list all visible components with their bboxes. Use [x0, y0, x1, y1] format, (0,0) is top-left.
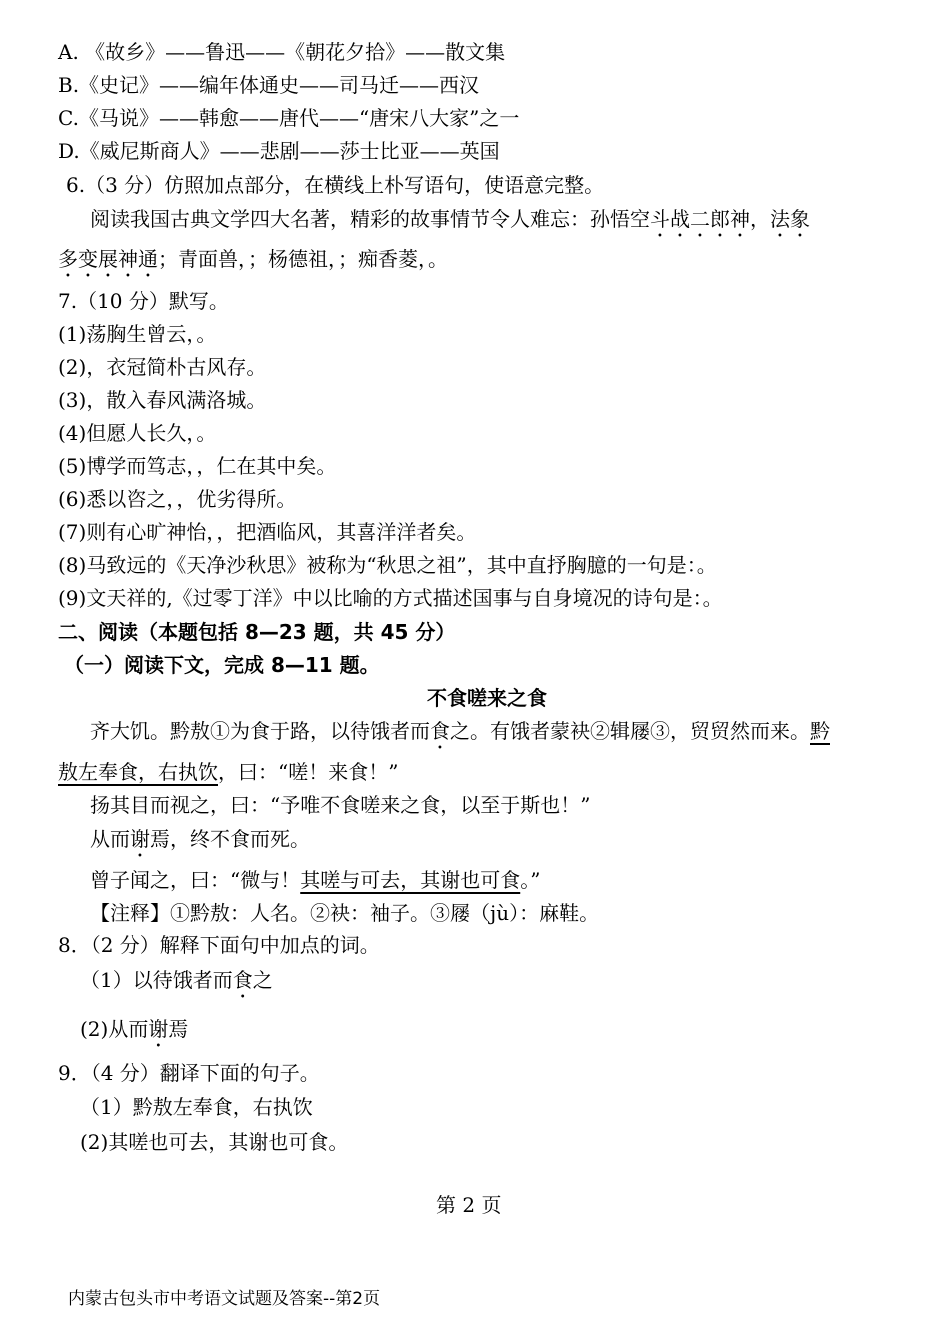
passage-dotted-word: 食 — [430, 719, 450, 743]
q7-item-5: (5)博学而笃志，，仁在其中矣。 — [58, 454, 337, 478]
q8-dotted-word: 食 — [232, 968, 253, 992]
q7-item-9: (9)文天祥的,《过零丁洋》中以比喻的方式描述国事与自身境况的诗句是：。 — [58, 586, 723, 610]
q7-item-7: (7)则有心旷神怡，，把酒临风，其喜洋洋者矣。 — [58, 520, 477, 544]
passage-text: 。” — [520, 868, 541, 892]
passage-line-3: 扬其目而视之，曰：“予唯不食嗟来之食，以至于斯也！” — [90, 793, 591, 817]
passage-notes: 【注释】①黔敖：人名。②袂：袖子。③屦（jù）：麻鞋。 — [90, 901, 600, 925]
q9-heading: 9．（4 分）翻译下面的句子。 — [58, 1061, 320, 1085]
q8-heading: 8．（2 分）解释下面句中加点的词。 — [58, 933, 380, 957]
subsection-heading: （一）阅读下文，完成 8—11 题。 — [64, 653, 380, 677]
passage-line-1 — [90, 717, 830, 754]
q7-item-1: (1)荡胸生曾云，。 — [58, 322, 217, 346]
passage-line-2 — [58, 758, 398, 786]
q8-item-2 — [80, 1015, 188, 1052]
passage-dotted-word: 谢 — [130, 827, 150, 851]
q8-item-1 — [80, 966, 273, 1003]
document-footer: 内蒙古包头市中考语文试题及答案--第2页 — [68, 1289, 381, 1309]
q7-item-4: (4)但愿人长久，。 — [58, 421, 217, 445]
q6-dotted-text: 多变展神通 — [58, 247, 158, 271]
q7-heading: 7.（10 分）默写。 — [58, 289, 229, 313]
q9-item-1: （1）黔敖左奉食，右执饮 — [80, 1095, 313, 1119]
q6-heading: 6.（3 分）仿照加点部分，在横线上朴写语句，使语意完整。 — [66, 173, 605, 197]
q7-item-8: (8)马致远的《天净沙秋思》被称为“秋思之祖”，其中直抒胸臆的一句是：。 — [58, 553, 717, 577]
q7-item-6: (6)悉以咨之，，优劣得所。 — [58, 487, 297, 511]
q7-item-3: (3)，散入春风满洛城。 — [58, 388, 267, 412]
section-heading: 二、阅读（本题包括 8—23 题，共 45 分） — [58, 620, 456, 644]
q8-text: (2)从而 — [80, 1017, 149, 1041]
page-number: 第 2 页 — [436, 1193, 502, 1217]
q6-paragraph-line1 — [90, 205, 810, 242]
passage-text: 焉，终不食而死。 — [150, 827, 310, 851]
q6-text: 阅读我国古典文学四大名著，精彩的故事情节令人难忘：孙悟空 — [90, 207, 650, 231]
q5-option-c: C.《马说》——韩愈——唐代——“唐宋八大家”之一 — [58, 106, 520, 130]
q6-paragraph-line2 — [58, 245, 448, 282]
q9-item-2: (2)其嗟也可去，其谢也可食。 — [80, 1130, 349, 1154]
passage-line-4 — [90, 825, 310, 862]
q8-text: 焉 — [168, 1017, 189, 1041]
passage-text: ，曰：“嗟！来食！” — [218, 760, 399, 784]
passage-text: 之。有饿者蒙袂②辑屦③，贸贸然而来。 — [450, 719, 810, 743]
q6-text: ；青面兽，；杨德祖，；痴香菱，。 — [158, 247, 448, 271]
q7-item-2: (2)，衣冠简朴古风存。 — [58, 355, 267, 379]
passage-text: 齐大饥。黔敖①为食于路，以待饿者而 — [90, 719, 430, 743]
passage-line-5 — [90, 866, 540, 894]
passage-text: 曾子闻之，曰：“微与！ — [90, 868, 301, 892]
q5-option-a: A. 《故乡》——鲁迅——《朝花夕拾》——散文集 — [58, 40, 506, 64]
passage-underlined-text: 敖左奉食，右执饮 — [58, 760, 218, 784]
q8-dotted-word: 谢 — [148, 1017, 169, 1041]
q8-text: （1）以待饿者而 — [80, 968, 233, 992]
passage-title: 不食嗟来之食 — [427, 686, 547, 710]
passage-text: 从而 — [90, 827, 130, 851]
q5-option-b: B.《史记》——编年体通史——司马迁——西汉 — [58, 73, 480, 97]
q8-text: 之 — [252, 968, 273, 992]
passage-underlined-text: 黔 — [810, 719, 830, 743]
q6-dotted-text: 斗战二郎神，法象 — [650, 207, 810, 231]
passage-underlined-text: 其嗟与可去，其谢也可食 — [300, 868, 521, 892]
q5-option-d: D.《威尼斯商人》——悲剧——莎士比亚——英国 — [58, 139, 500, 163]
